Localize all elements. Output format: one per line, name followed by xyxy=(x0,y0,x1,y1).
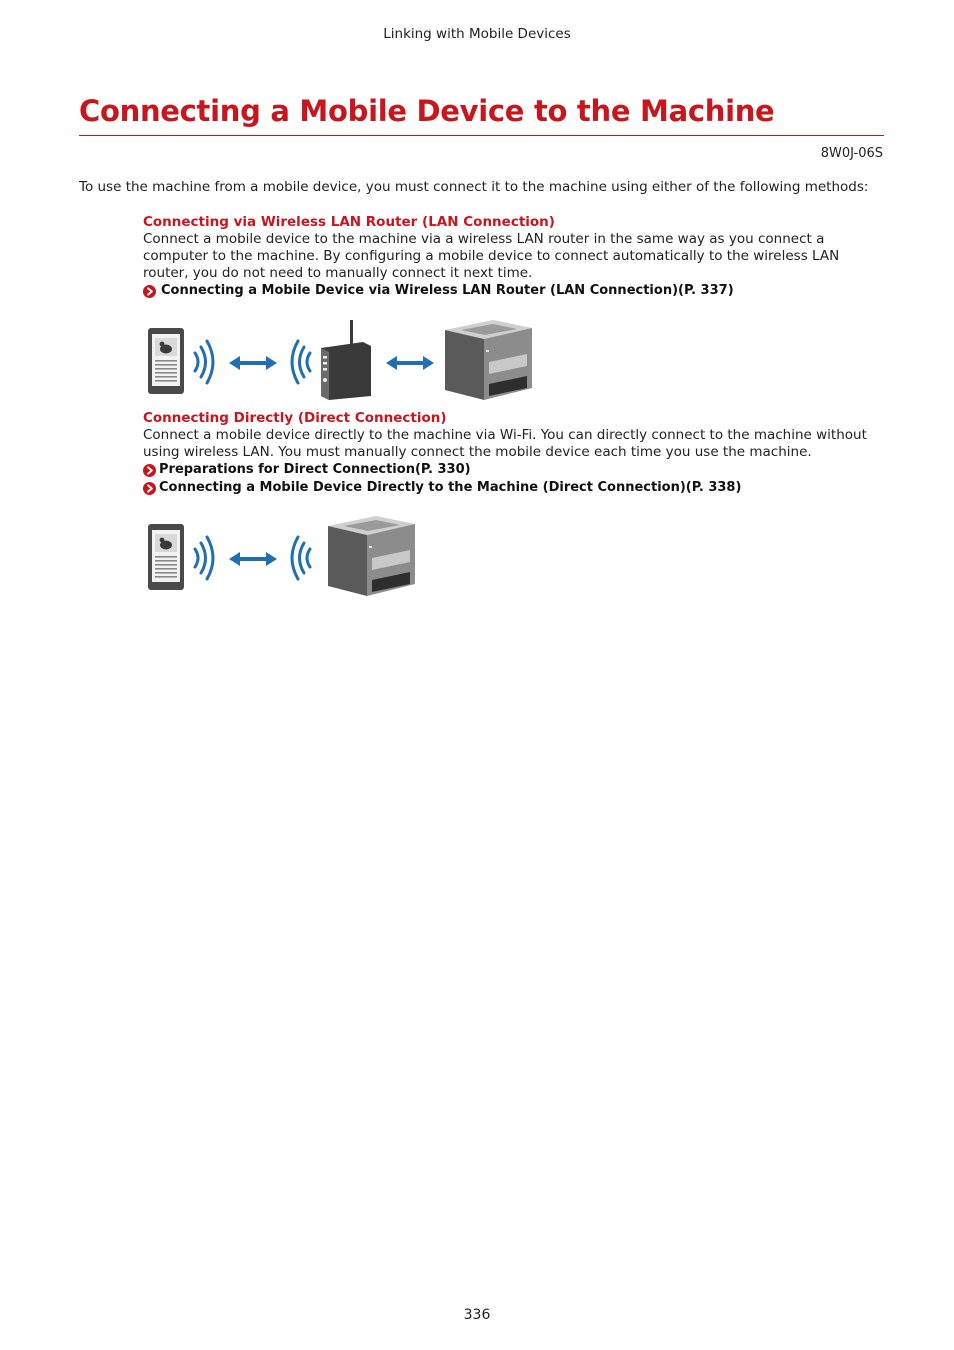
section-heading: Connecting Directly (Direct Connection) xyxy=(143,410,447,426)
link-label: Connecting a Mobile Device via Wireless LAN Router (LAN Connection)(P. 337) xyxy=(161,283,734,298)
page-title: Connecting a Mobile Device to the Machine xyxy=(79,94,775,128)
running-header: Linking with Mobile Devices xyxy=(383,26,571,42)
link-label: Connecting a Mobile Device Directly to the Machine (Direct Connection)(P. 338) xyxy=(159,480,742,495)
link-lan-connection[interactable] xyxy=(143,282,873,300)
smartphone-icon xyxy=(148,328,184,394)
section-heading: Connecting via Wireless LAN Router (LAN Connection) xyxy=(143,214,555,230)
wifi-signal-icon xyxy=(292,341,310,383)
wifi-signal-icon xyxy=(195,341,213,383)
section-body: Connect a mobile device to the machine via a wireless LAN router in the same way as you connect a computer to the machine. By configuring a mobile device to connect automatically to the wireless LAN router, you do not need to manually connect it next time. xyxy=(143,231,840,281)
router-icon xyxy=(321,320,371,400)
double-arrow-icon xyxy=(229,356,277,370)
link-label: Preparations for Direct Connection(P. 330) xyxy=(159,462,471,477)
section-body: Connect a mobile device directly to the machine via Wi-Fi. You can directly connect to the machine without using wireless LAN. You must manually connect the mobile device each time you use the machine. xyxy=(143,427,867,460)
link-arrow-icon xyxy=(143,285,156,298)
document-id: 8W0J-06S xyxy=(820,146,883,161)
smartphone-icon xyxy=(148,524,184,590)
diagram-direct-connection xyxy=(143,514,423,598)
section-lan-connection xyxy=(143,214,873,300)
title-rule xyxy=(79,135,884,136)
wifi-signal-icon xyxy=(195,537,213,579)
link-arrow-icon xyxy=(143,482,156,495)
section-direct-connection xyxy=(143,410,873,497)
link-arrow-icon xyxy=(143,464,156,477)
intro-text: To use the machine from a mobile device, you must connect it to the machine using either of the following methods: xyxy=(79,179,869,195)
printer-icon xyxy=(445,320,532,400)
link-direct-preparations[interactable] xyxy=(143,461,873,479)
wifi-signal-icon xyxy=(292,537,310,579)
page-number: 336 xyxy=(463,1307,491,1323)
double-arrow-icon xyxy=(386,356,434,370)
double-arrow-icon xyxy=(229,552,277,566)
diagram-lan-connection xyxy=(143,318,543,402)
link-direct-connection[interactable] xyxy=(143,479,873,497)
printer-icon xyxy=(328,516,415,596)
